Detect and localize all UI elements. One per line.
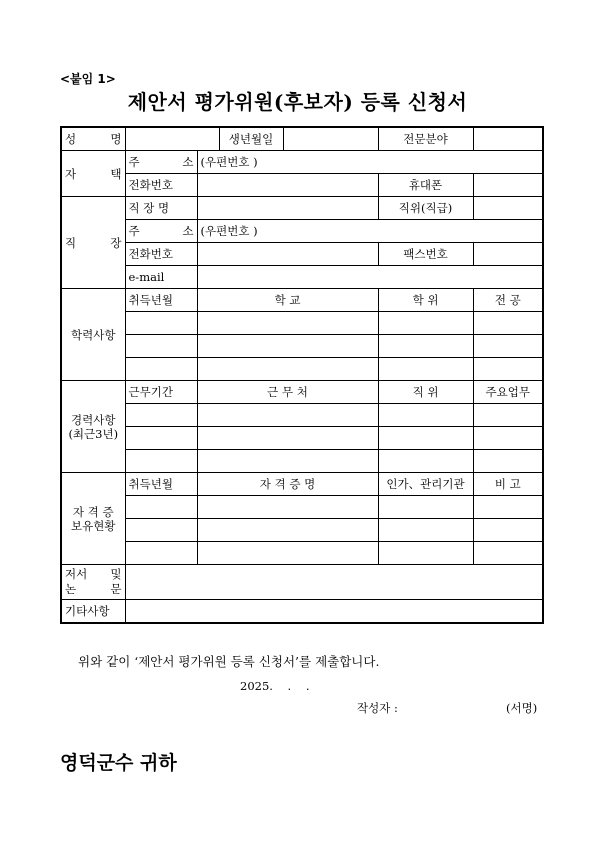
home-address-label: 주 소 [125, 151, 197, 174]
attachment-label: <붙임 1> [60, 72, 116, 86]
papers-label-line1: 저서 및 [65, 567, 122, 581]
home-phone-field[interactable] [197, 174, 378, 197]
work-phone-label: 전화번호 [125, 243, 197, 266]
date-line: 2025. . . [240, 679, 310, 693]
table-cell[interactable] [473, 404, 543, 427]
email-label: e-mail [125, 266, 197, 289]
table-cell[interactable] [197, 450, 378, 473]
papers-field[interactable] [125, 565, 543, 600]
work-address-field[interactable]: (우편번호 ) [197, 220, 543, 243]
table-cell[interactable] [473, 312, 543, 335]
career-col-duties: 주요업무 [473, 381, 543, 404]
cert-col-date: 취득년월 [125, 473, 197, 496]
table-cell[interactable] [197, 312, 378, 335]
papers-label [61, 565, 125, 600]
table-cell[interactable] [378, 404, 473, 427]
specialty-field[interactable] [473, 127, 543, 151]
table-cell[interactable] [197, 427, 378, 450]
table-cell[interactable] [125, 450, 197, 473]
signature-label: (서명) [506, 701, 538, 715]
table-cell[interactable] [125, 427, 197, 450]
certificate-label [61, 473, 125, 565]
recipient: 영덕군수 귀하 [60, 752, 177, 774]
table-cell[interactable] [125, 496, 197, 519]
edu-col-degree: 학 위 [378, 289, 473, 312]
home-address-field[interactable]: (우편번호 ) [197, 151, 543, 174]
career-label-line2: (최근3년) [68, 426, 119, 441]
work-phone-field[interactable] [197, 243, 378, 266]
application-form [60, 126, 544, 624]
table-cell[interactable] [125, 519, 197, 542]
page-title: 제안서 평가위원(후보자) 등록 신청서 [127, 90, 468, 114]
name-field[interactable] [125, 127, 219, 151]
table-cell[interactable] [473, 519, 543, 542]
cert-col-name: 자 격 증 명 [197, 473, 378, 496]
mobile-field[interactable] [473, 174, 543, 197]
specialty-label: 전문분야 [378, 127, 473, 151]
table-cell[interactable] [473, 427, 543, 450]
home-phone-label: 전화번호 [125, 174, 197, 197]
edu-col-date: 취득년월 [125, 289, 197, 312]
birth-label: 생년월일 [219, 127, 283, 151]
cert-col-authority: 인가、관리기관 [378, 473, 473, 496]
career-col-period: 근무기간 [125, 381, 197, 404]
other-field[interactable] [125, 600, 543, 624]
education-label: 학력사항 [61, 289, 125, 381]
table-cell[interactable] [378, 358, 473, 381]
table-cell[interactable] [125, 542, 197, 565]
workplace-name-field[interactable] [197, 197, 378, 220]
table-cell[interactable] [473, 335, 543, 358]
table-cell[interactable] [378, 335, 473, 358]
position-field[interactable] [473, 197, 543, 220]
table-cell[interactable] [378, 519, 473, 542]
papers-label-line2: 논 문 [65, 582, 122, 596]
certificate-label-line2: 보유현황 [71, 518, 116, 533]
table-cell[interactable] [473, 358, 543, 381]
table-cell[interactable] [125, 335, 197, 358]
table-cell[interactable] [125, 312, 197, 335]
table-cell[interactable] [378, 427, 473, 450]
edu-col-major: 전 공 [473, 289, 543, 312]
career-label-line1: 경력사항 [71, 412, 116, 427]
career-col-workplace: 근 무 처 [197, 381, 378, 404]
name-label: 성 명 [61, 127, 125, 151]
statement: 위와 같이 ‘제안서 평가위원 등록 신청서’를 제출합니다. [78, 654, 380, 669]
workplace-name-label: 직 장 명 [125, 197, 197, 220]
other-label: 기타사항 [61, 600, 125, 624]
table-cell[interactable] [197, 542, 378, 565]
certificate-label-line1: 자 격 증 [72, 504, 114, 519]
fax-field[interactable] [473, 243, 543, 266]
edu-col-school: 학 교 [197, 289, 378, 312]
writer-label: 작성자 : [357, 701, 398, 715]
mobile-label: 휴대폰 [378, 174, 473, 197]
table-cell[interactable] [125, 404, 197, 427]
table-cell[interactable] [197, 358, 378, 381]
table-cell[interactable] [378, 542, 473, 565]
table-cell[interactable] [197, 335, 378, 358]
home-label: 자 택 [61, 151, 125, 197]
table-cell[interactable] [473, 450, 543, 473]
email-field[interactable] [197, 266, 543, 289]
position-label: 직위(직급) [378, 197, 473, 220]
fax-label: 팩스번호 [378, 243, 473, 266]
table-cell[interactable] [473, 496, 543, 519]
work-address-label: 주 소 [125, 220, 197, 243]
table-cell[interactable] [378, 496, 473, 519]
table-cell[interactable] [378, 450, 473, 473]
table-cell[interactable] [197, 404, 378, 427]
table-cell[interactable] [197, 496, 378, 519]
birth-field[interactable] [283, 127, 378, 151]
table-cell[interactable] [378, 312, 473, 335]
table-cell[interactable] [197, 519, 378, 542]
career-label [61, 381, 125, 473]
cert-col-note: 비 고 [473, 473, 543, 496]
table-cell[interactable] [125, 358, 197, 381]
work-label: 직 장 [61, 197, 125, 289]
career-col-position: 직 위 [378, 381, 473, 404]
table-cell[interactable] [473, 542, 543, 565]
